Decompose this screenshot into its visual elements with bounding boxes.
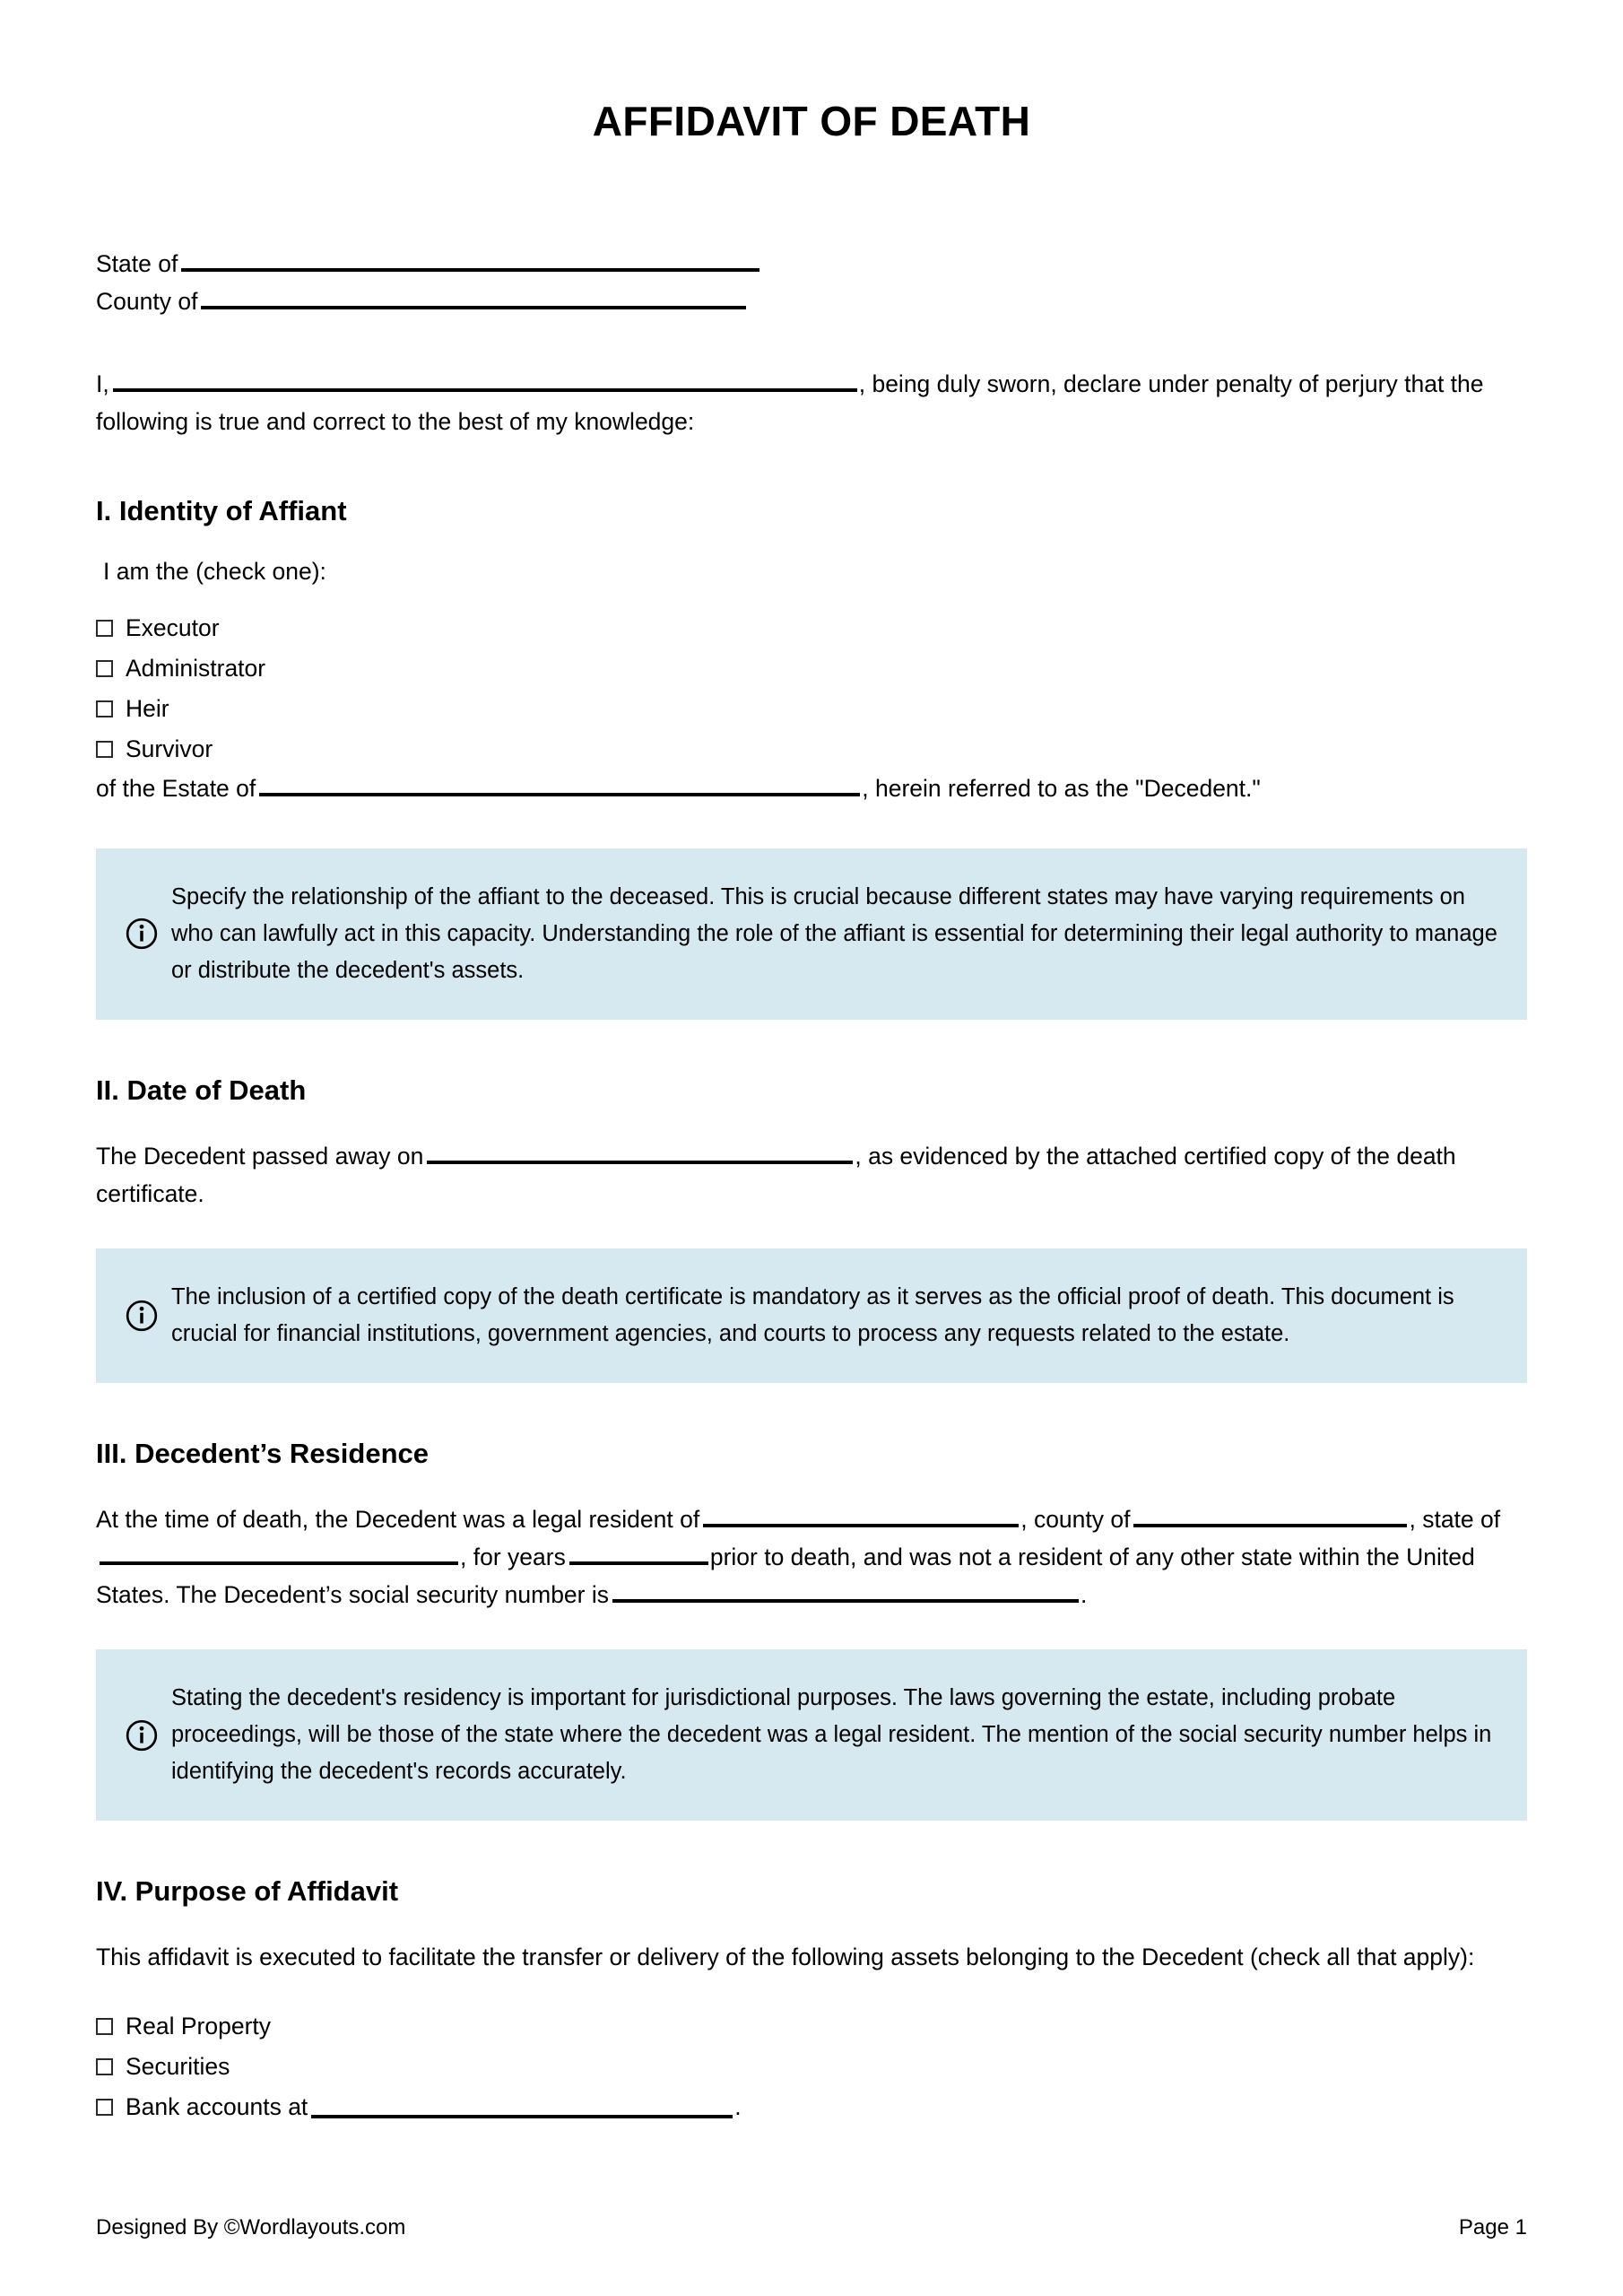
purpose-paragraph: This affidavit is executed to facilitate the transfer or delivery of the following assets belonging to the Decedent (check all that apply): [96,1944,1475,1971]
checkbox-label: Real Property [126,2013,272,2040]
info-circle-icon [112,917,171,951]
declaration-paragraph [96,365,1527,440]
checkbox-unchecked-icon[interactable] [96,2058,113,2075]
checkbox-unchecked-icon[interactable] [96,741,113,758]
bank-name-blank[interactable] [311,2097,733,2118]
county-field-row [96,283,1527,320]
bank-suffix: . [734,2093,742,2121]
section-heading-date-of-death: II. Date of Death [96,1074,307,1106]
footer-page-number: Page 1 [1458,2215,1527,2239]
identity-prompt: I am the (check one): [103,557,326,585]
section-heading-residence: III. Decedent’s Residence [96,1437,430,1469]
residence-text-1: At the time of death, the Decedent was a legal resident of [96,1506,700,1534]
declaration-prefix: I, [96,370,109,397]
info-circle-icon [112,1299,171,1333]
info-callout-identity [96,848,1527,1020]
checkbox-unchecked-icon[interactable] [96,620,113,637]
estate-of-row [96,770,1527,807]
estate-name-blank[interactable] [259,775,860,796]
list-item[interactable] [96,2047,1527,2087]
residence-state-blank[interactable] [100,1544,458,1565]
checkbox-label: Bank accounts at [126,2093,308,2121]
list-item-bank-accounts[interactable] [96,2087,1527,2127]
date-suffix: , as evidenced by the attached certified copy of the death certificate. [96,1142,1456,1207]
county-label: County of [96,287,198,315]
list-item[interactable] [96,2006,1527,2047]
list-item[interactable] [96,729,1527,770]
checkbox-label: Executor [126,613,220,641]
date-of-death-blank[interactable] [427,1143,853,1164]
residence-paragraph [96,1500,1527,1613]
page-title: AFFIDAVIT OF DEATH [592,98,1031,144]
county-input-blank[interactable] [201,288,746,309]
declaration-suffix: , being duly sworn, declare under penalty of perjury that the following is true and correct to the best of my knowledge: [96,370,1484,435]
info-circle-icon [112,1718,171,1752]
info-callout-text: The inclusion of a certified copy of the death certificate is mandatory as it serves as the official proof of death. This document is crucial for financial institutions, government agencies, and courts to process any requests related to the estate. [171,1283,1454,1346]
state-label: State of [96,249,178,277]
estate-prefix: of the Estate of [96,774,256,802]
residence-text-3: , state of [1409,1506,1501,1534]
page-footer [96,2215,1527,2240]
checkbox-label: Securities [126,2053,230,2081]
list-item[interactable] [96,608,1527,648]
date-prefix: The Decedent passed away on [96,1142,424,1170]
affiant-name-blank[interactable] [113,370,857,392]
affiant-role-checklist [96,608,1527,770]
social-security-number-blank[interactable] [612,1581,1079,1603]
state-field-row [96,245,1527,283]
estate-suffix: , herein referred to as the "Decedent." [862,774,1261,802]
section-heading-purpose: IV. Purpose of Affidavit [96,1875,399,1908]
date-of-death-paragraph [96,1137,1527,1213]
residence-text-5: prior to death, and was not a resident of any other state within the United States. The Decedent’s social security number is [96,1544,1475,1609]
residence-text-6: . [1081,1581,1088,1609]
jurisdiction-fields [96,245,1527,320]
state-input-blank[interactable] [181,250,759,272]
checkbox-unchecked-icon[interactable] [96,2099,113,2116]
asset-type-checklist [96,2006,1527,2127]
footer-credit: Designed By ©Wordlayouts.com [96,2215,406,2239]
info-callout-text: Specify the relationship of the affiant to the deceased. This is crucial because different states may have varying requirements on who can lawfully act in this capacity. Understanding the role of the affiant is essential for determining their legal authority to manage or distribute the decedent's assets. [171,883,1497,983]
residence-text-2: , county of [1020,1506,1131,1534]
info-callout-text: Stating the decedent's residency is important for jurisdictional purposes. The laws governing the estate, including probate proceedings, will be those of the state where the decedent was a legal resident. The mention of the social security number helps in identifying the decedent's records accurately. [171,1685,1492,1785]
info-callout-residence [96,1649,1527,1821]
list-item[interactable] [96,648,1527,689]
residence-city-blank[interactable] [703,1506,1019,1527]
section-heading-identity: I. Identity of Affiant [96,494,347,526]
residence-county-blank[interactable] [1133,1506,1407,1527]
checkbox-label: Administrator [126,654,266,682]
residence-years-blank[interactable] [569,1544,708,1565]
checkbox-unchecked-icon[interactable] [96,2018,113,2035]
checkbox-unchecked-icon[interactable] [96,700,113,718]
checkbox-unchecked-icon[interactable] [96,660,113,677]
list-item[interactable] [96,689,1527,729]
checkbox-label: Heir [126,694,169,722]
residence-text-4: , for years [460,1544,566,1571]
checkbox-label: Survivor [126,735,213,762]
info-callout-date-of-death [96,1248,1527,1383]
